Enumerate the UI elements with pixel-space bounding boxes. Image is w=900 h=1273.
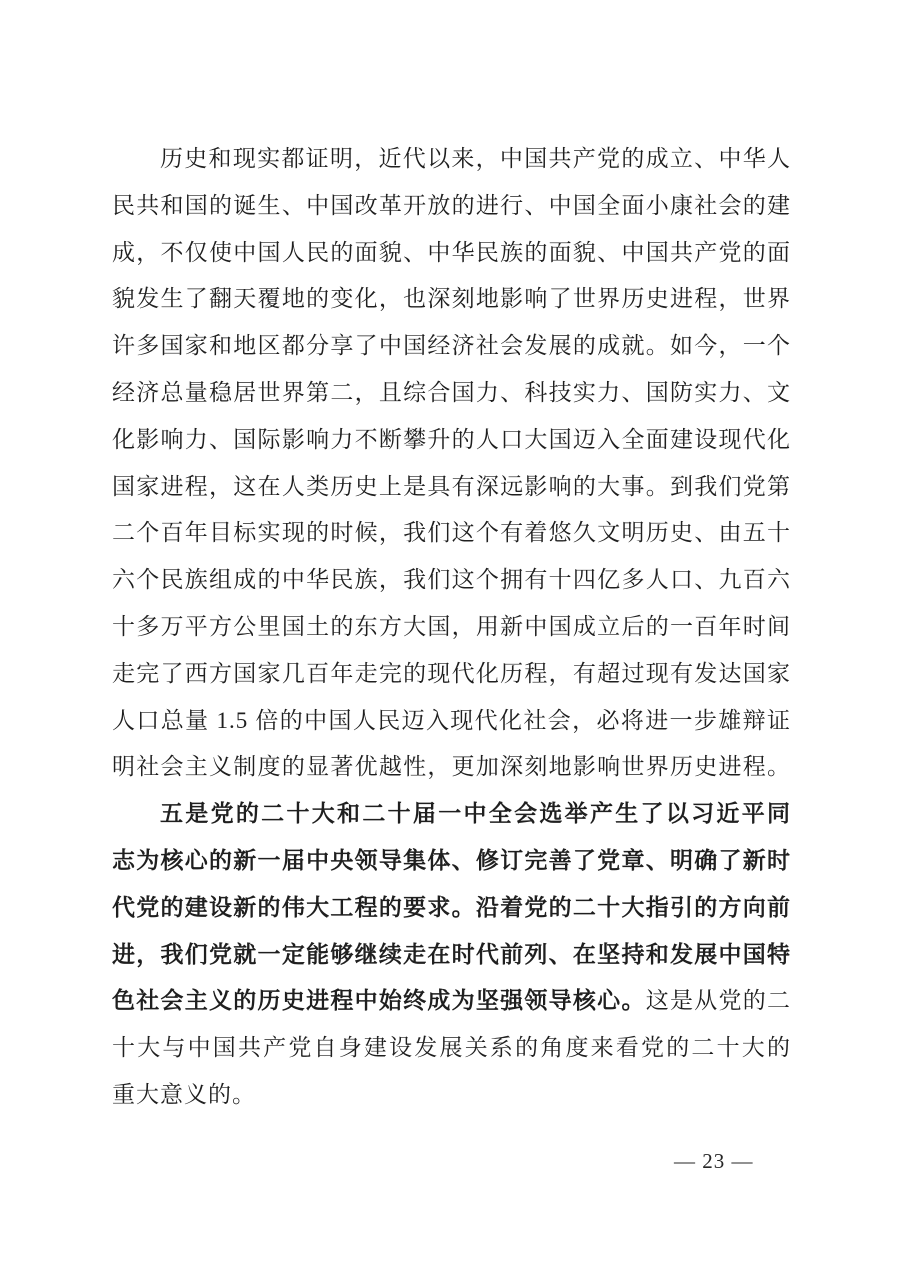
bold-text-segment: 五是党的二十大和二十届一中全会选举产生了以习近平同 [160,801,791,827]
text-line [112,464,791,511]
text-segment: 明社会主义制度的显著优越性，更加深刻地影响世界历史进程。 [112,754,791,780]
text-segment: 历史和现实都证明，近代以来，中国共产党的成立、中华人 [160,146,791,171]
text-segment: 化影响力、国际影响力不断攀升的人口大国迈入全面建设现代化 [112,426,791,452]
bold-text-segment: 代党的建设新的伟大工程的要求。沿着党的二十大指引的方向前 [112,894,791,920]
text-line [112,323,791,370]
text-line [112,604,791,651]
text-line [112,557,791,604]
text-line [112,744,791,791]
text-segment: 十多万平方公里国土的东方大国，用新中国成立后的一百年时间 [112,613,791,639]
text-segment: 六个民族组成的中华民族，我们这个拥有十四亿多人口、九百六 [112,567,791,593]
text-segment: 经济总量稳居世界第二，且综合国力、科技实力、国防实力、文 [112,379,791,405]
text-line [112,276,791,323]
text-segment: 许多国家和地区都分享了中国经济社会发展的成就。如今，一个 [112,333,791,359]
text-segment: 走完了西方国家几百年走完的现代化历程，有超过现有发达国家 [112,660,791,686]
page-number: — 23 — [674,1149,754,1173]
text-line [112,651,791,698]
text-line [112,510,791,557]
text-line [112,791,791,838]
text-line [112,978,791,1025]
text-line [112,698,791,745]
text-segment: 貌发生了翻天覆地的变化，也深刻地影响了世界历史进程，世界 [112,286,791,312]
text-segment: 二个百年目标实现的时候，我们这个有着悠久文明历史、由五十 [112,520,791,546]
document-body-text [112,136,791,1119]
text-line [112,885,791,932]
text-line [112,1025,791,1072]
text-line [112,838,791,885]
text-line [112,932,791,979]
bold-text-segment: 志为核心的新一届中央领导集体、修订完善了党章、明确了新时 [112,847,791,873]
text-line [112,230,791,277]
text-line [112,370,791,417]
text-segment: 人口总量 1.5 倍的中国人民迈入现代化社会，必将进一步雄辩证 [112,707,791,733]
bold-text-segment: 色社会主义的历史进程中始终成为坚强领导核心。 [112,988,646,1014]
text-line [112,136,791,183]
text-segment: 成，不仅使中国人民的面貌、中华民族的面貌、中国共产党的面 [112,239,791,265]
text-segment: 民共和国的诞生、中国改革开放的进行、中国全面小康社会的建 [112,192,791,218]
text-line [112,183,791,230]
text-line [112,417,791,464]
text-line [112,1072,791,1119]
text-segment: 这是从党的二 [645,988,792,1014]
bold-text-segment: 进，我们党就一定能够继续走在时代前列、在坚持和发展中国特 [112,941,791,967]
text-segment: 重大意义的。 [112,1081,256,1107]
text-segment: 十大与中国共产党自身建设发展关系的角度来看党的二十大的 [112,1035,791,1061]
text-segment: 国家进程，这在人类历史上是具有深远影响的大事。到我们党第 [112,473,791,499]
